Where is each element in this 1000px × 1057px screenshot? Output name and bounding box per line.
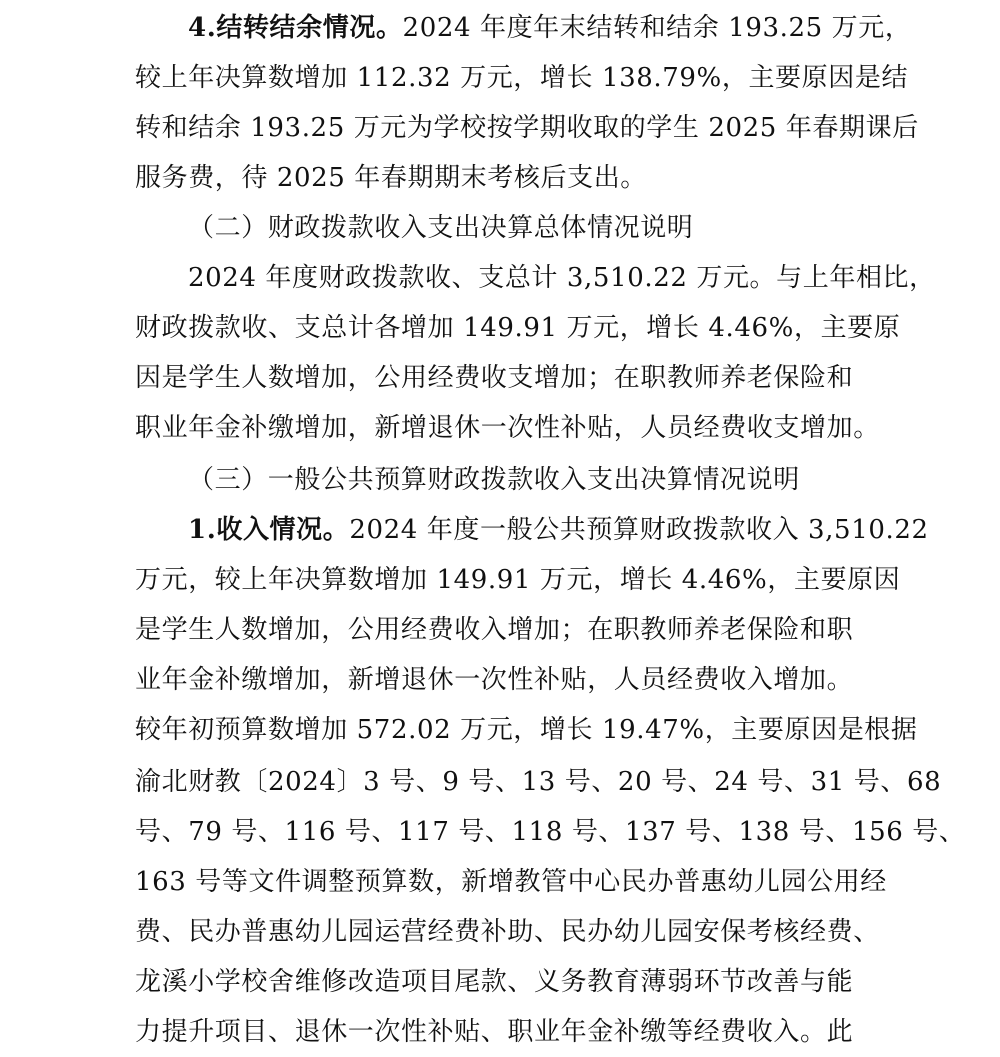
text-line: 财政拨款收、支总计各增加 149.91 万元，增长 4.46%，主要原 — [135, 313, 901, 343]
text-line: 服务费，待 2025 年春期期末考核后支出。 — [135, 163, 647, 193]
text-line: 力提升项目、退休一次性补贴、职业年金补缴等经费收入。此 — [135, 1017, 854, 1047]
text-line: 职业年金补缴增加，新增退休一次性补贴，人员经费收支增加。 — [135, 413, 880, 443]
text-line: 2024 年度财政拨款收、支总计 3,510.22 万元。与上年相比， — [188, 263, 936, 293]
line-text: 2024 年度一般公共预算财政拨款收入 3,510.22 — [349, 515, 929, 545]
text-line: 万元，较上年决算数增加 149.91 万元，增长 4.46%，主要原因 — [135, 565, 901, 595]
section-title: （三）一般公共预算财政拨款收入支出决算情况说明 — [188, 465, 800, 495]
text-line: 较年初预算数增加 572.02 万元，增长 19.47%，主要原因是根据 — [135, 715, 918, 745]
text-line: 渝北财教〔2024〕3 号、9 号、13 号、20 号、24 号、31 号、68 — [135, 767, 942, 797]
text-line: 费、民办普惠幼儿园运营经费补助、民办幼儿园安保考核经费、 — [135, 917, 880, 947]
text-line: 是学生人数增加，公用经费收入增加；在职教师养老保险和职 — [135, 615, 854, 645]
text-line: 因是学生人数增加，公用经费收支增加；在职教师养老保险和 — [135, 363, 854, 393]
text-line: 163 号等文件调整预算数，新增教管中心民办普惠幼儿园公用经 — [135, 867, 887, 897]
text-line: 较上年决算数增加 112.32 万元，增长 138.79%，主要原因是结 — [135, 63, 909, 93]
text-line: 业年金补缴增加，新增退休一次性补贴，人员经费收入增加。 — [135, 665, 854, 695]
text-line — [188, 505, 929, 555]
text-line: 号、79 号、116 号、117 号、118 号、137 号、138 号、156 号、 — [135, 817, 966, 847]
text-line: 转和结余 193.25 万元为学校按学期收取的学生 2025 年春期课后 — [135, 113, 919, 143]
section-heading: 4.结转结余情况。 — [188, 13, 403, 43]
line-text: 2024 年度年末结转和结余 193.25 万元， — [402, 13, 912, 43]
section-heading: 1.收入情况。 — [188, 515, 350, 545]
text-line: 龙溪小学校舍维修改造项目尾款、义务教育薄弱环节改善与能 — [135, 967, 854, 997]
text-line — [188, 3, 911, 53]
section-title: （二）财政拨款收入支出决算总体情况说明 — [188, 213, 694, 243]
